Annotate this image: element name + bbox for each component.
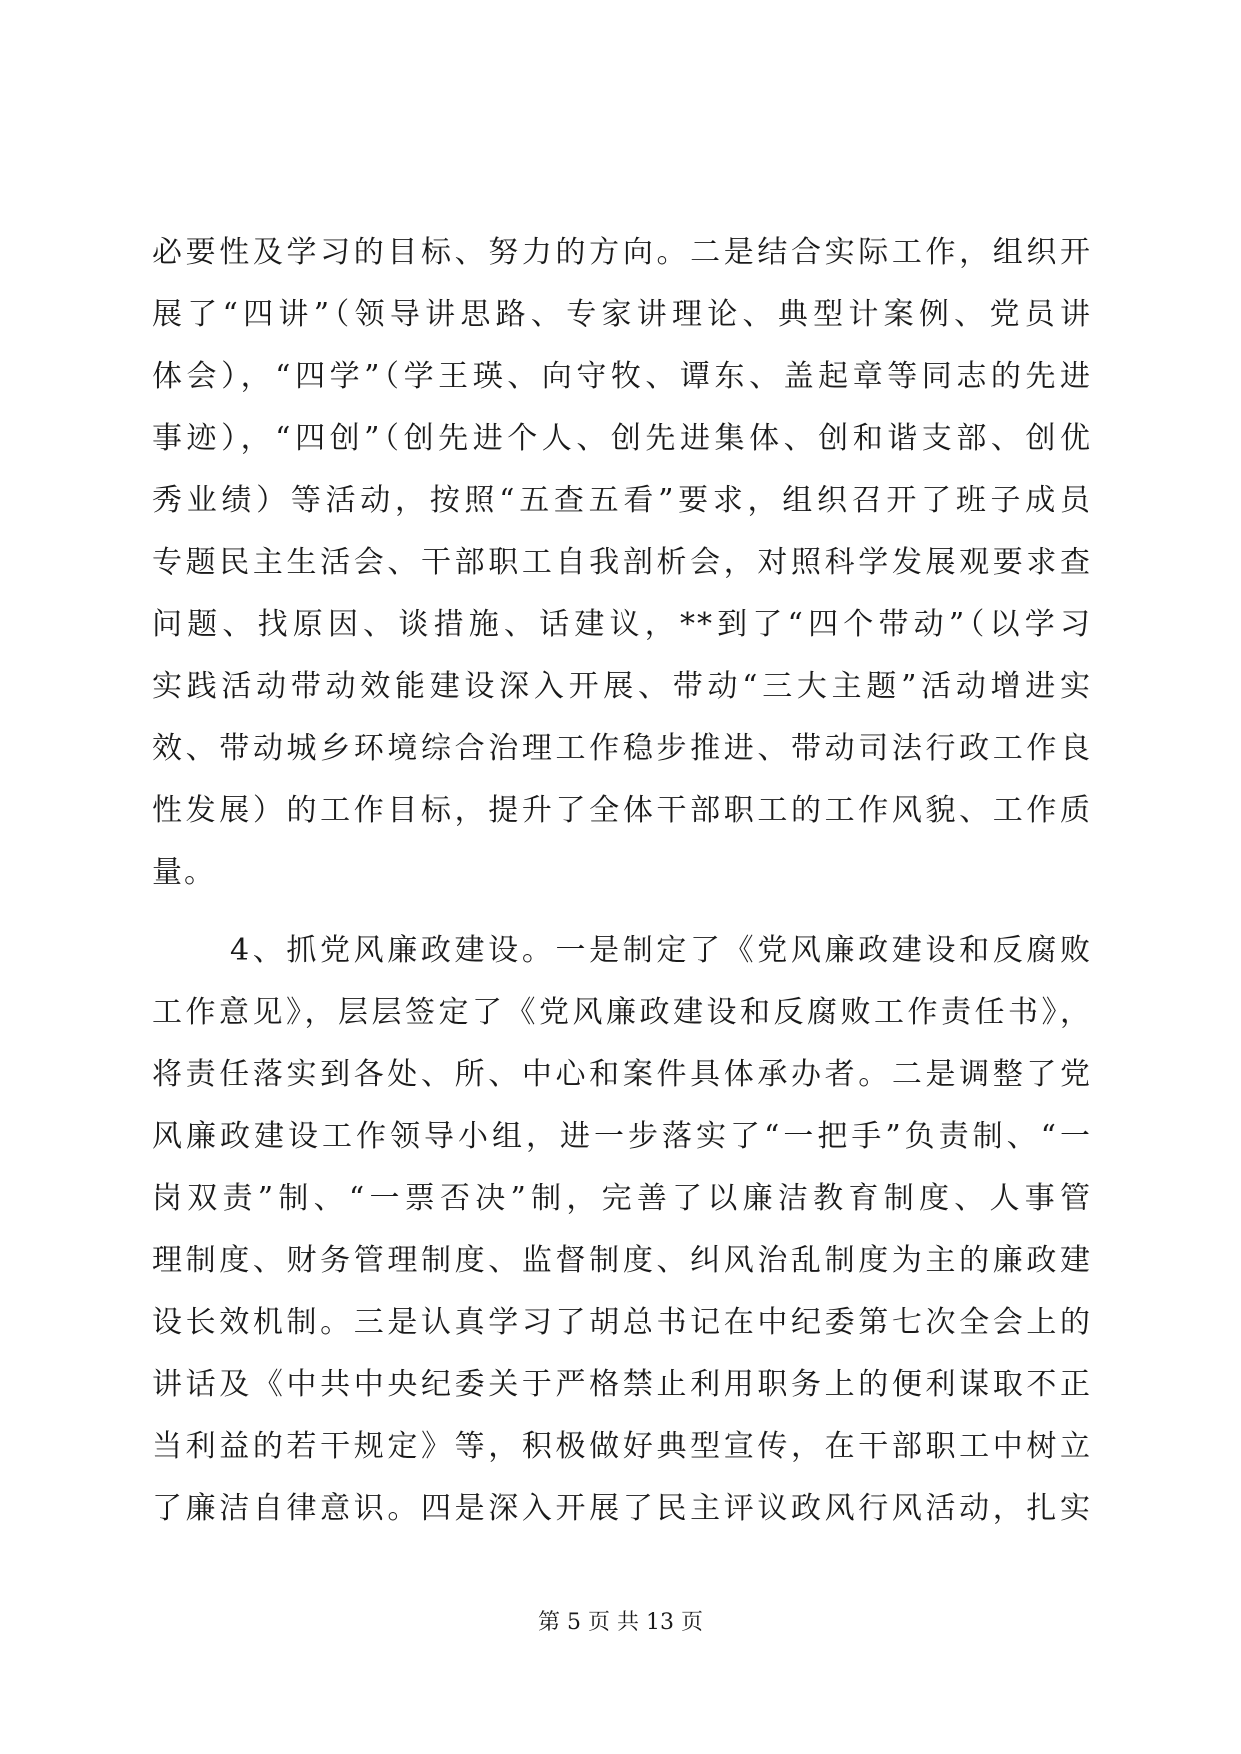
text-line: 体会），“四学”（学王瑛、向守牧、谭东、盖起章等同志的先进 bbox=[152, 359, 1092, 394]
text-line: 展了“四讲”（领导讲思路、专家讲理论、典型计案例、党员讲 bbox=[152, 297, 1092, 332]
text-line: 将责任落实到各处、所、中心和案件具体承办者。二是调整了党 bbox=[152, 1057, 1092, 1092]
text-line: 实践活动带动效能建设深入开展、带动“三大主题”活动增进实 bbox=[152, 669, 1092, 704]
text-line: 理制度、财务管理制度、监督制度、纠风治乱制度为主的廉政建 bbox=[152, 1243, 1092, 1278]
text-line: 效、带动城乡环境综合治理工作稳步推进、带动司法行政工作良 bbox=[152, 731, 1092, 766]
body-text bbox=[152, 222, 1092, 1540]
text-line: 性发展）的工作目标，提升了全体干部职工的工作风貌、工作质 bbox=[152, 793, 1092, 828]
text-line: 量。 bbox=[152, 855, 216, 890]
text-line: 风廉政建设工作领导小组，进一步落实了“一把手”负责制、“一 bbox=[152, 1119, 1092, 1154]
text-line: 讲话及《中共中央纪委关于严格禁止利用职务上的便利谋取不正 bbox=[152, 1367, 1092, 1402]
text-line: 设长效机制。三是认真学习了胡总书记在中纪委第七次全会上的 bbox=[152, 1305, 1092, 1340]
text-line: 秀业绩）等活动，按照“五查五看”要求，组织召开了班子成员 bbox=[152, 483, 1092, 518]
text-line: 问题、找原因、谈措施、话建议，**到了“四个带动”（以学习 bbox=[152, 607, 1092, 642]
paragraph-gap bbox=[152, 904, 1092, 920]
text-line: 必要性及学习的目标、努力的方向。二是结合实际工作，组织开 bbox=[152, 235, 1092, 270]
paragraph-party-integrity bbox=[152, 920, 1092, 1540]
text-line: 4、抓党风廉政建设。一是制定了《党风廉政建设和反腐败 bbox=[230, 933, 1092, 968]
text-line: 工作意见》，层层签定了《党风廉政建设和反腐败工作责任书》， bbox=[152, 995, 1092, 1030]
text-line: 岗双责”制、“一票否决”制，完善了以廉洁教育制度、人事管 bbox=[152, 1181, 1092, 1216]
text-line: 事迹），“四创”（创先进个人、创先进集体、创和谐支部、创优 bbox=[152, 421, 1092, 456]
text-line: 专题民主生活会、干部职工自我剖析会，对照科学发展观要求查 bbox=[152, 545, 1092, 580]
page-number-footer: 第 5 页 共 13 页 bbox=[538, 1610, 703, 1635]
text-line: 了廉洁自律意识。四是深入开展了民主评议政风行风活动，扎实 bbox=[152, 1491, 1092, 1526]
text-line: 当利益的若干规定》等，积极做好典型宣传，在干部职工中树立 bbox=[152, 1429, 1092, 1464]
paragraph-continued bbox=[152, 222, 1092, 904]
